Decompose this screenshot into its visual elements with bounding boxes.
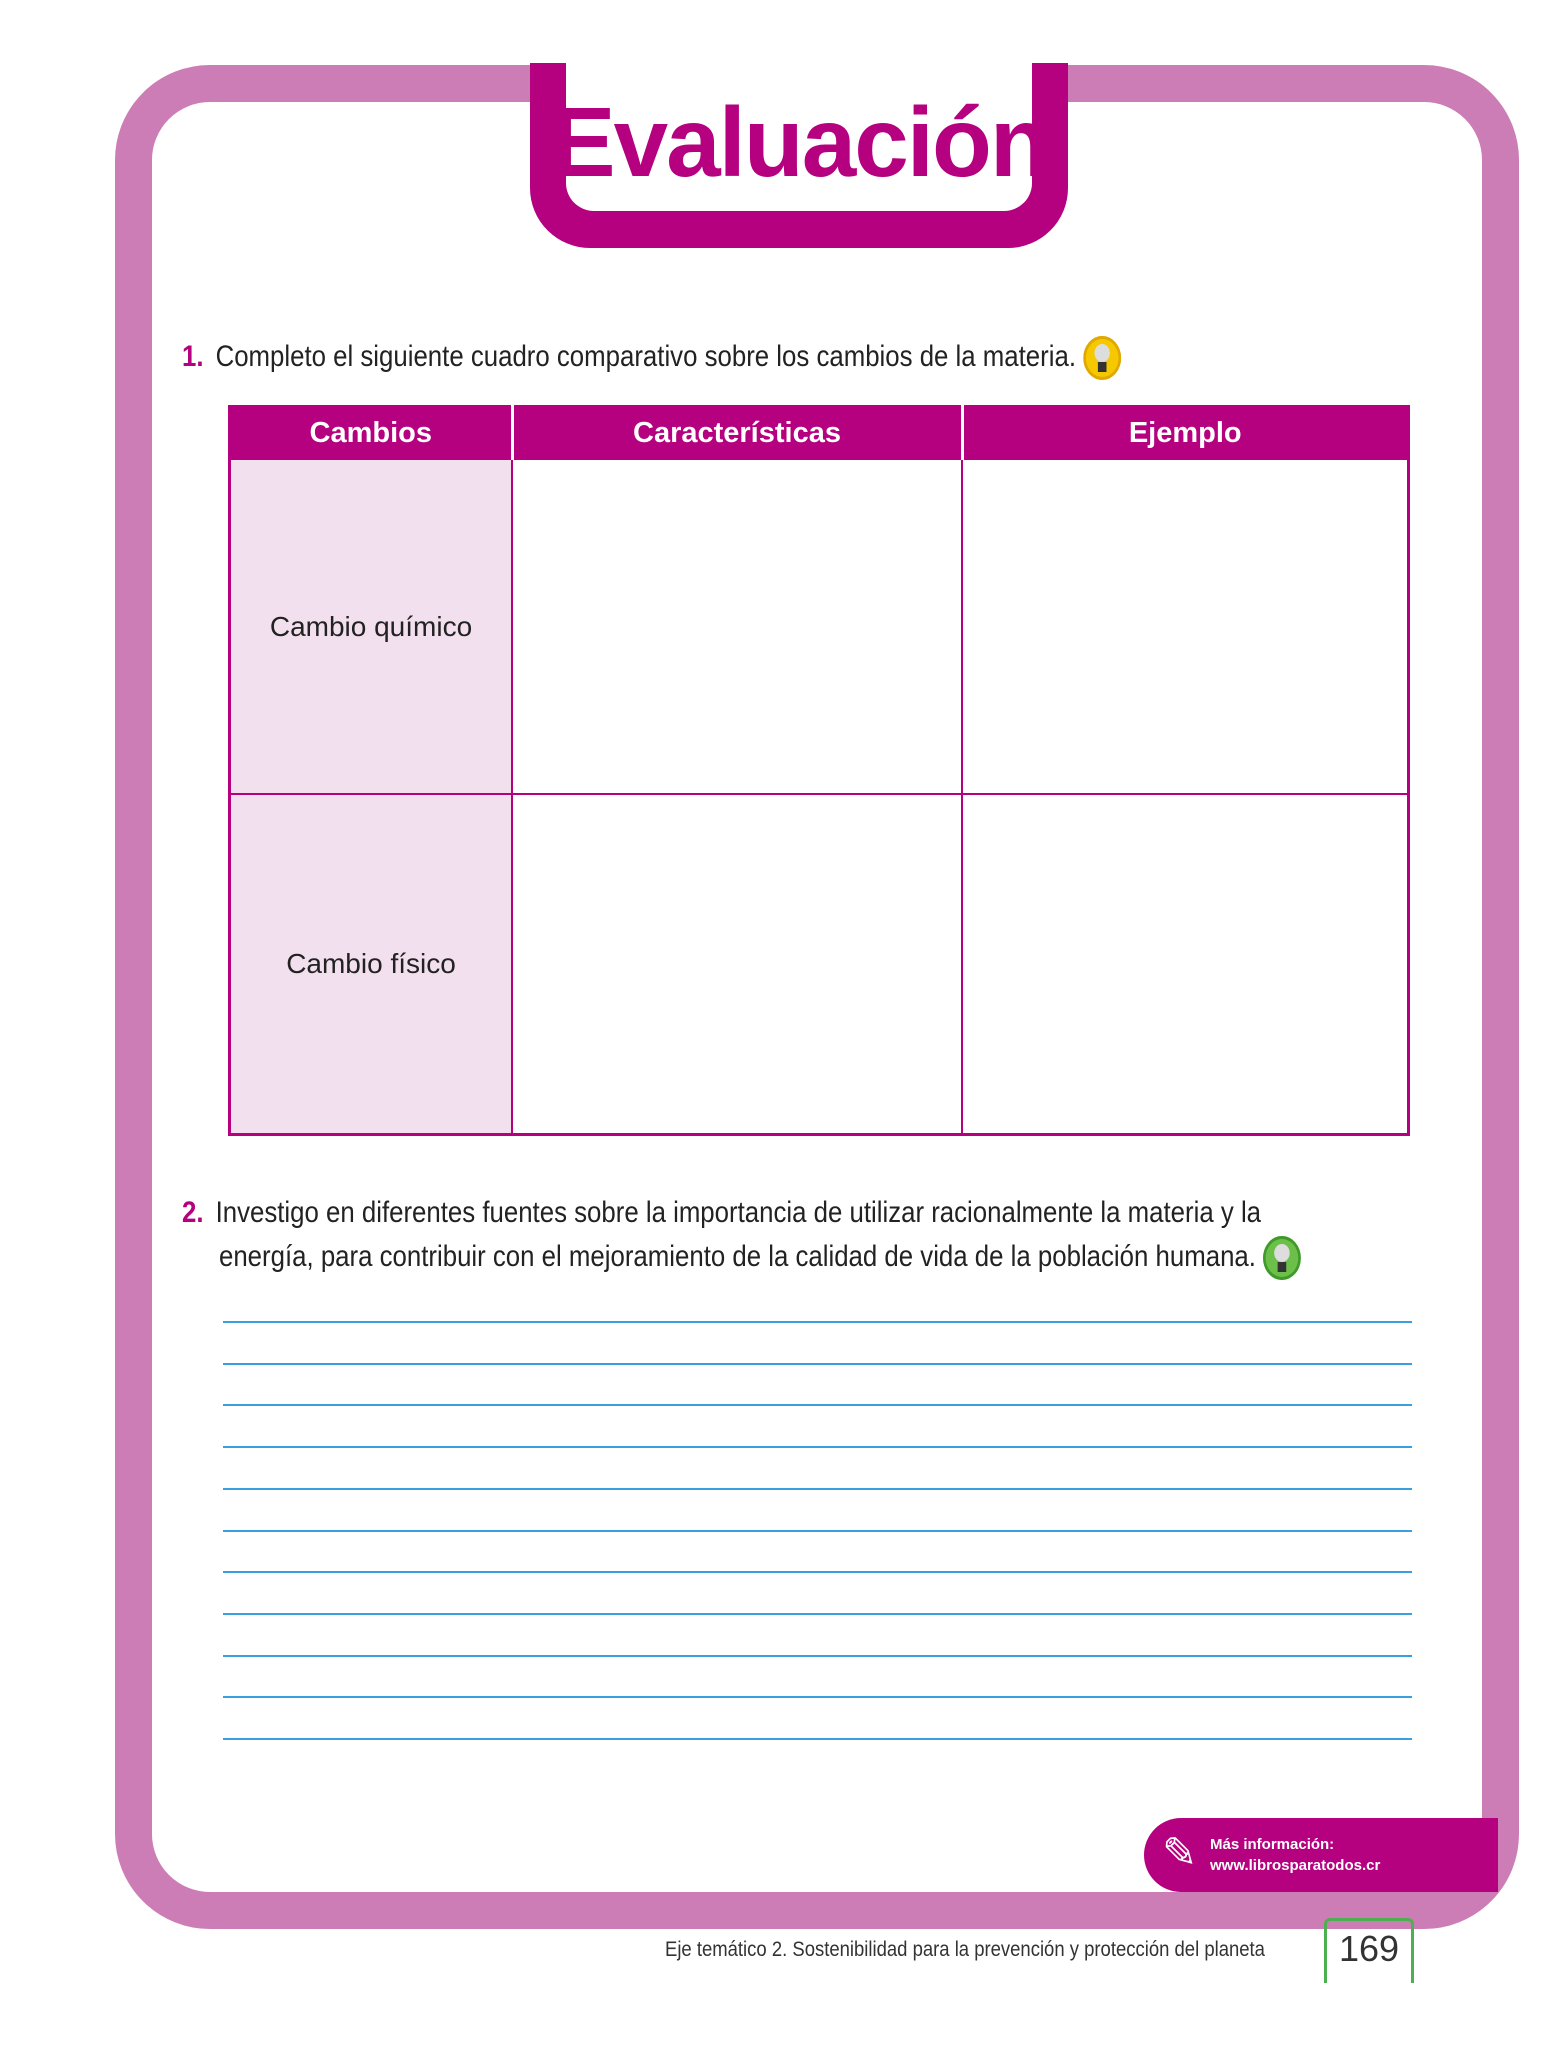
answer-line[interactable] xyxy=(223,1488,1412,1490)
question-text: Completo el siguiente cuadro comparativo sobre los cambios de la materia. xyxy=(215,340,1077,373)
more-info-url[interactable]: www.librosparatodos.cr xyxy=(1210,1857,1381,1874)
answer-line[interactable] xyxy=(223,1738,1412,1740)
more-info-band xyxy=(1144,1818,1498,1892)
table-row xyxy=(230,459,1409,794)
header-cambios: Cambios xyxy=(230,407,513,460)
question-1 xyxy=(182,335,1121,380)
more-info-label: Más información: xyxy=(1210,1836,1335,1853)
question-text-line2: energía, para contribuir con el mejoramiento de la calidad de vida de la población humana. xyxy=(218,1240,1256,1273)
answer-line[interactable] xyxy=(223,1404,1412,1406)
question-text-line1: Investigo en diferentes fuentes sobre la importancia de utilizar racionalmente la materia y la xyxy=(215,1196,1262,1229)
title-tab-inner xyxy=(550,63,1048,211)
comparison-table xyxy=(228,405,1410,1136)
answer-line[interactable] xyxy=(223,1321,1412,1323)
ejemplo-cell[interactable] xyxy=(962,459,1409,794)
question-number: 1. xyxy=(182,340,204,373)
row-label: Cambio físico xyxy=(230,794,513,1134)
answer-line[interactable] xyxy=(223,1696,1412,1698)
page-number: 169 xyxy=(1324,1918,1414,1983)
table-row xyxy=(230,794,1409,1134)
header-ejemplo: Ejemplo xyxy=(962,407,1409,460)
pencil-icon: ✎ xyxy=(1162,1829,1198,1876)
question-number: 2. xyxy=(182,1196,204,1229)
caracteristicas-cell[interactable] xyxy=(512,794,962,1134)
answer-line[interactable] xyxy=(223,1446,1412,1448)
header-caracteristicas: Características xyxy=(512,407,962,460)
caracteristicas-cell[interactable] xyxy=(512,459,962,794)
row-label: Cambio químico xyxy=(230,459,513,794)
lightbulb-icon xyxy=(1263,1236,1301,1280)
answer-line[interactable] xyxy=(223,1613,1412,1615)
ejemplo-cell[interactable] xyxy=(962,794,1409,1134)
answer-line[interactable] xyxy=(223,1363,1412,1365)
answer-line[interactable] xyxy=(223,1655,1412,1657)
question-2 xyxy=(182,1191,1360,1280)
footer-text: Eje temático 2. Sostenibilidad para la prevención y protección del planeta xyxy=(665,1938,1265,1961)
page-title: Evaluación xyxy=(550,86,1048,197)
lightbulb-icon xyxy=(1083,336,1121,380)
answer-line[interactable] xyxy=(223,1530,1412,1532)
answer-line[interactable] xyxy=(223,1571,1412,1573)
